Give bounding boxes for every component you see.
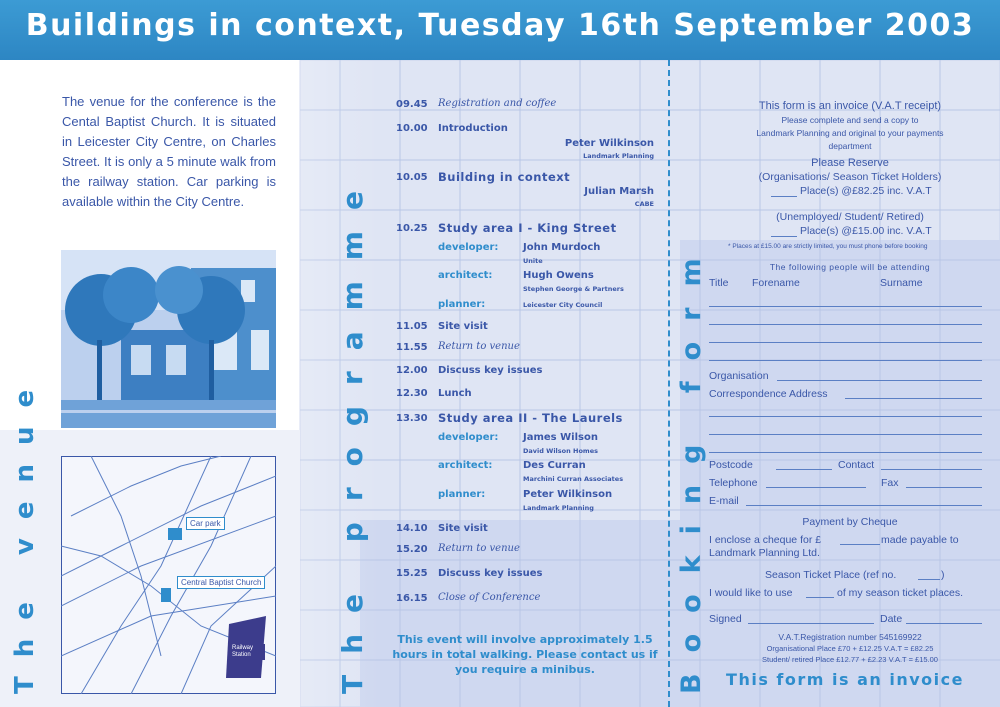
fax-field[interactable]: [906, 487, 982, 488]
programme-role: planner:: [438, 299, 486, 310]
price-breakdown-org: Organisational Place £70 + £12.25 V.A.T = £82.25: [766, 644, 934, 653]
email-field[interactable]: [746, 505, 982, 506]
form-col-forename: Forename: [752, 277, 800, 289]
season-places-field[interactable]: [806, 597, 834, 598]
programme-time: 14.10: [396, 523, 428, 534]
organisation-field[interactable]: [777, 380, 982, 381]
form-label-contact: Contact: [838, 459, 875, 471]
programme-time: 10.05: [396, 172, 428, 183]
programme-item: Study area I - King Street: [438, 221, 617, 235]
form-label-organisation: Organisation: [709, 370, 769, 382]
programme-speaker: Peter Wilkinson: [564, 138, 654, 149]
address-field[interactable]: [709, 434, 982, 435]
contact-field[interactable]: [881, 469, 982, 470]
programme-item: Return to venue: [438, 543, 520, 554]
programme-item: Study area II - The Laurels: [438, 411, 623, 425]
address-field[interactable]: [709, 416, 982, 417]
form-intro-line: Landmark Planning and original to your payments: [756, 128, 944, 138]
attendee-field[interactable]: [709, 324, 982, 325]
form-attending-heading: The following people will be attending: [769, 262, 931, 272]
programme-item: Discuss key issues: [438, 568, 543, 579]
postcode-field[interactable]: [776, 469, 832, 470]
date-field[interactable]: [906, 623, 982, 624]
page-title: Buildings in context, Tuesday 16th September 2003: [25, 8, 975, 43]
venue-description: The venue for the conference is the Cental Baptist Church. It is situated in Leicester City Centre, on Charles Street. It is only a 5 minute walk from the railway station. Car parking is available within the City Centre.: [62, 94, 276, 209]
form-label-email: E-mail: [709, 495, 739, 507]
programme-time: 12.00: [396, 365, 428, 376]
programme-role-name: Peter Wilkinson: [523, 489, 613, 500]
programme-time: 10.00: [396, 123, 428, 134]
venue-heading: The venue: [10, 370, 40, 694]
programme-role-name: Des Curran: [523, 460, 586, 471]
programme-time: 11.05: [396, 321, 428, 332]
programme-role: developer:: [438, 242, 499, 253]
cheque-amount-field[interactable]: [840, 544, 880, 545]
form-season-use: of my season ticket places.: [837, 587, 964, 599]
programme-role-org: Landmark Planning: [523, 504, 594, 512]
programme-role-name: John Murdoch: [523, 242, 601, 253]
price-breakdown-student: Student/ retired Place £12.77 + £2.23 V.A.T = £15.00: [762, 655, 938, 664]
form-place-org: Place(s) @£82.25 inc. V.A.T: [800, 185, 932, 197]
programme-item: Registration and coffee: [438, 98, 557, 109]
programme-item: Return to venue: [438, 341, 520, 352]
booking-form-heading: Booking form: [676, 237, 707, 694]
form-label-signed: Signed: [709, 613, 742, 625]
attendee-field[interactable]: [709, 360, 982, 361]
programme-heading: The programme: [336, 170, 369, 694]
form-intro-line: Please complete and send a copy to: [781, 115, 919, 125]
form-group-concession: (Unemployed/ Student/ Retired): [776, 211, 924, 223]
form-group-organisations: (Organisations/ Season Ticket Holders): [758, 171, 942, 183]
programme-time: 15.25: [396, 568, 428, 579]
walking-note: This event will involve approximately 1.5 hours in total walking. Please contact us if you require a minibus.: [392, 633, 658, 676]
form-label-address: Correspondence Address: [709, 388, 828, 400]
programme-speaker: Julian Marsh: [584, 186, 654, 197]
form-places-note: * Places at £15.00 are strictly limited, you must phone before booking: [728, 243, 928, 250]
programme-time: 12.30: [396, 388, 428, 399]
vat-registration: V.A.T.Registration number 545169922: [778, 632, 922, 642]
form-intro-line: department: [828, 141, 872, 151]
programme-speaker-org: Landmark Planning: [583, 152, 654, 160]
programme-role: planner:: [438, 489, 486, 500]
programme-role-org: David Wilson Homes: [523, 447, 598, 455]
programme-time: 09.45: [396, 99, 428, 110]
signature-field[interactable]: [748, 623, 874, 624]
form-col-surname: Surname: [880, 277, 923, 289]
programme-item: Site visit: [438, 321, 488, 332]
programme-time: 15.20: [396, 544, 428, 555]
programme-role: architect:: [438, 460, 493, 471]
cut-line-divider: [668, 60, 670, 707]
map-label-church: Central Baptist Church: [177, 576, 265, 589]
places-org-field[interactable]: [771, 196, 797, 197]
programme-time: 16.15: [396, 593, 428, 604]
attendee-field[interactable]: [709, 306, 982, 307]
form-season-use: I would like to use: [709, 587, 793, 599]
form-reserve-heading: Please Reserve: [811, 157, 889, 169]
programme-role-org: Stephen George & Partners: [523, 285, 624, 293]
form-col-title: Title: [709, 277, 729, 289]
form-intro-line: This form is an invoice (V.A.T receipt): [758, 100, 942, 112]
programme-role-org: Unite: [523, 257, 543, 265]
places-concession-field[interactable]: [771, 236, 797, 237]
programme-item: Building in context: [438, 170, 571, 184]
form-label-telephone: Telephone: [709, 477, 758, 489]
programme-role-name: Leicester City Council: [523, 301, 603, 309]
programme-speaker-org: CABE: [634, 200, 654, 208]
form-place-concession: Place(s) @£15.00 inc. V.A.T: [800, 225, 932, 237]
programme-time: 13.30: [396, 413, 428, 424]
form-cheque-payee: Landmark Planning Ltd.: [709, 547, 820, 559]
form-label-fax: Fax: [881, 477, 899, 489]
invoice-footer: This form is an invoice: [726, 670, 964, 689]
programme-item: Close of Conference: [438, 592, 541, 603]
programme-time: 10.25: [396, 223, 428, 234]
programme-role: developer:: [438, 432, 499, 443]
programme-item: Introduction: [438, 123, 508, 134]
programme-role: architect:: [438, 270, 493, 281]
programme-role-org: Marchini Curran Associates: [523, 475, 624, 483]
form-label-postcode: Postcode: [709, 459, 753, 471]
programme-item: Lunch: [438, 388, 472, 399]
church-photo: [61, 250, 276, 428]
form-label-date: Date: [880, 613, 903, 625]
programme-time: 11.55: [396, 342, 428, 353]
attendee-field[interactable]: [709, 342, 982, 343]
map-label-car-park: Car park: [186, 517, 225, 530]
programme-role-name: Hugh Owens: [523, 270, 594, 281]
programme-role-name: James Wilson: [523, 432, 598, 443]
programme-item: Discuss key issues: [438, 365, 543, 376]
form-season-ticket-close: ): [941, 569, 945, 581]
form-cheque-text: made payable to: [881, 534, 959, 546]
form-cheque-text: I enclose a cheque for £: [709, 534, 822, 546]
form-payment-heading: Payment by Cheque: [802, 516, 898, 528]
telephone-field[interactable]: [766, 487, 866, 488]
form-season-ticket: Season Ticket Place (ref no.: [765, 569, 897, 581]
address-field[interactable]: [709, 452, 982, 453]
programme-item: Site visit: [438, 523, 488, 534]
map-label-station: Railway Station: [229, 644, 265, 660]
address-field[interactable]: [845, 398, 982, 399]
season-ref-field[interactable]: [918, 579, 940, 580]
